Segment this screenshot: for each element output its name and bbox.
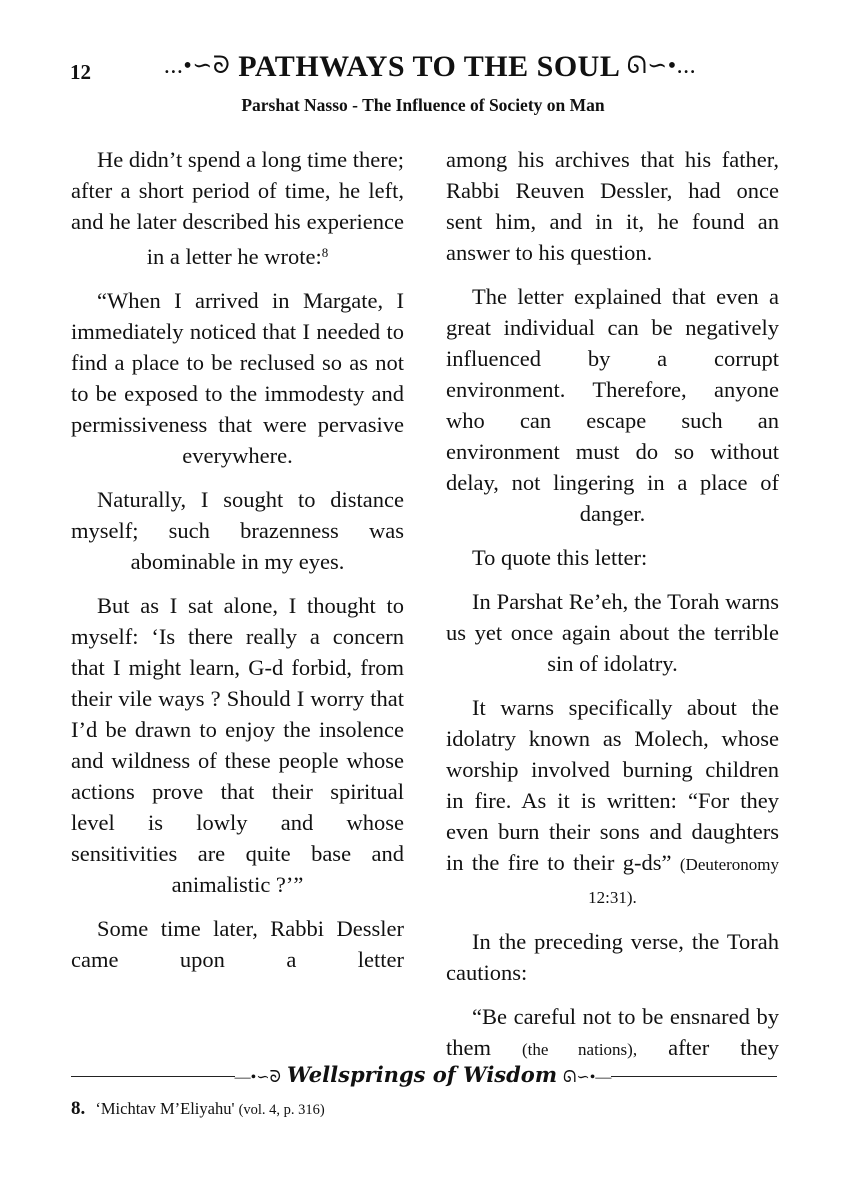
footer-left-ornament: —•∽ᘐ — [234, 1069, 281, 1086]
chapter-subtitle: Parshat Nasso - The Influence of Society on Man — [241, 95, 605, 115]
paragraph: among his archives that his father, Rabbi Reuven Dessler, had once sent him, and in it, he found an answer to his question. — [446, 147, 779, 265]
paragraph-text: after they — [668, 1035, 780, 1060]
paragraph — [71, 144, 404, 272]
left-flourish-ornament: ...•∽ᘐ — [163, 53, 231, 79]
paragraph-text: It warns specifically about the idolatry known as Molech, whose worship involved burning children in fire. As it is written: “For they even burn their sons and daughters in the fire to their g-ds” — [446, 695, 779, 875]
paragraph-text: He didn’t spend a long time there; after a short period of time, he left, and he later described his experience in a letter he wrote: — [71, 147, 405, 269]
paragraph: Some time later, Rabbi Dessler came upon a letter — [71, 916, 404, 972]
footer-right-ornament: ᘏ∽•— — [563, 1069, 612, 1086]
paragraph: Naturally, I sought to distance myself; such brazenness was abominable in my eyes. — [71, 487, 404, 574]
footnote-text: ‘Michtav M’Eliyahu' — [95, 1099, 235, 1118]
scripture-source: (Deuteronomy 12:31). — [588, 855, 780, 907]
series-name: Wellsprings of Wisdom — [281, 1062, 563, 1087]
footnote-reference[interactable]: 8 — [321, 245, 329, 260]
paragraph — [446, 692, 779, 913]
running-header — [130, 50, 730, 84]
right-flourish-ornament: ᘏ∽•... — [626, 53, 697, 79]
paragraph: To quote this letter: — [472, 545, 648, 570]
paragraph: “When I arrived in Margate, I immediately noticed that I needed to find a place to be reclused so as not to be exposed to the immodesty and permissiveness that were pervasive everywhere. — [71, 288, 404, 468]
paragraph: But as I sat alone, I thought to myself: ‘Is there really a concern that I might learn, G-d forbid, from their vile ways ? Should I worry that I’d be drawn to enjoy the insolence and wildness of these people whose actions prove that their spiritual level is lowly and whose sensitivities are quite base and animalistic ?’” — [71, 593, 404, 897]
paragraph: In Parshat Re’eh, the Torah warns us yet once again about the terrible sin of idolatry. — [446, 589, 779, 676]
paragraph: The letter explained that even a great individual can be negatively influenced by a corrupt environment. Therefore, anyone who can escape such an environment must do so without delay, not lingering in a place of danger. — [446, 284, 779, 526]
parenthetical-note: (the nations), — [522, 1040, 638, 1059]
page-number: 12 — [70, 60, 91, 84]
footer-brand — [0, 1062, 846, 1087]
footnote — [71, 1098, 325, 1120]
right-text-column — [446, 144, 779, 1078]
left-text-column — [71, 144, 404, 988]
paragraph: In the preceding verse, the Torah cautions: — [446, 929, 779, 985]
footnote-detail: (vol. 4, p. 316) — [238, 1102, 325, 1118]
paragraph — [446, 1001, 779, 1065]
footnote-number: 8. — [71, 1098, 86, 1119]
book-title: PATHWAYS TO THE SOUL — [238, 50, 619, 83]
paragraph-text: “Be careful not to be ensnared by them — [446, 1004, 779, 1060]
